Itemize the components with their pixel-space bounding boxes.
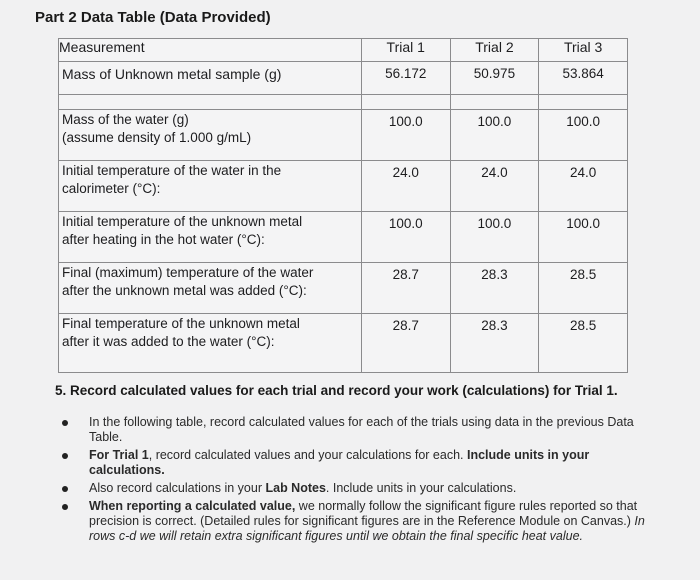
cell-value: 56.172 <box>361 62 450 95</box>
table-row <box>59 110 628 161</box>
bullet-bold-text: For Trial 1 <box>89 448 149 462</box>
bullet-text: we normally follow the significant figure rules reported so that precision is correct. (Detailed rules for significant figures are in the Reference Module on Canvas.) <box>89 499 638 528</box>
row-label-line: after heating in the hot water (°C): <box>62 232 265 247</box>
row-label-line: (assume density of 1.000 g/mL) <box>62 130 252 145</box>
cell-value: 28.3 <box>450 263 539 314</box>
spacer-cell <box>450 95 539 110</box>
bullet-italic-text: In rows c-d we will retain extra significant figures until we obtain the final specific heat value. <box>89 514 645 543</box>
table-row <box>59 62 628 95</box>
cell-value: 53.864 <box>539 62 628 95</box>
cell-value: 100.0 <box>539 212 628 263</box>
spacer-cell <box>361 95 450 110</box>
bullet-bold-text: Lab Notes <box>265 481 326 495</box>
table-row <box>59 263 628 314</box>
bullet-icon <box>62 504 68 510</box>
row-label <box>59 314 362 373</box>
data-table <box>58 38 628 373</box>
cell-value: 28.7 <box>361 263 450 314</box>
table-row <box>59 212 628 263</box>
cell-value: 28.3 <box>450 314 539 373</box>
cell-value: 100.0 <box>450 110 539 161</box>
cell-value: 100.0 <box>361 110 450 161</box>
cell-value: 28.5 <box>539 263 628 314</box>
row-label-line: Initial temperature of the unknown metal <box>62 214 303 229</box>
cell-value: 24.0 <box>539 161 628 212</box>
bullet-icon <box>62 453 68 459</box>
row-label-line: Final temperature of the unknown metal <box>62 316 300 331</box>
bullet-icon <box>62 486 68 492</box>
bullet-bold-text: Include units in your calculations. <box>89 448 590 477</box>
spacer-cell <box>59 95 362 110</box>
cell-value: 24.0 <box>361 161 450 212</box>
cell-value: 100.0 <box>361 212 450 263</box>
table-header-row <box>59 39 628 62</box>
list-item <box>62 415 652 445</box>
table-row <box>59 161 628 212</box>
list-item <box>62 481 652 496</box>
cell-value: 50.975 <box>450 62 539 95</box>
bullet-text: . Include units in your calculations. <box>325 481 517 495</box>
table-spacer-row <box>59 95 628 110</box>
cell-value: 28.5 <box>539 314 628 373</box>
instruction-list <box>62 415 652 547</box>
row-label-line: calorimeter (°C): <box>62 181 161 196</box>
spacer-cell <box>539 95 628 110</box>
row-label-line: after the unknown metal was added (°C): <box>62 283 307 298</box>
cell-value: 100.0 <box>539 110 628 161</box>
page-title: Part 2 Data Table (Data Provided) <box>35 9 271 26</box>
row-label: Mass of Unknown metal sample (g) <box>59 62 362 95</box>
header-measurement: Measurement <box>59 39 362 62</box>
list-item <box>62 448 652 478</box>
cell-value: 24.0 <box>450 161 539 212</box>
row-label <box>59 161 362 212</box>
list-item <box>62 499 652 544</box>
bullet-icon <box>62 420 68 426</box>
row-label <box>59 110 362 161</box>
row-label-line: Initial temperature of the water in the <box>62 163 282 178</box>
header-trial-1: Trial 1 <box>361 39 450 62</box>
row-label-line: Final (maximum) temperature of the water <box>62 265 314 280</box>
row-label <box>59 263 362 314</box>
row-label <box>59 212 362 263</box>
header-trial-2: Trial 2 <box>450 39 539 62</box>
header-trial-3: Trial 3 <box>539 39 628 62</box>
bullet-bold-text: When reporting a calculated value, <box>89 499 296 513</box>
section-heading: 5. Record calculated values for each trial and record your work (calculations) for Trial 1. <box>55 383 618 398</box>
row-label-line: Mass of the water (g) <box>62 112 189 127</box>
bullet-text: Also record calculations in your <box>89 481 266 495</box>
cell-value: 100.0 <box>450 212 539 263</box>
row-label-line: after it was added to the water (°C): <box>62 334 275 349</box>
table-row <box>59 314 628 373</box>
cell-value: 28.7 <box>361 314 450 373</box>
bullet-text: , record calculated values and your calculations for each. <box>148 448 467 462</box>
bullet-text: In the following table, record calculated values for each of the trials using data in the previous Data Table. <box>89 415 634 444</box>
